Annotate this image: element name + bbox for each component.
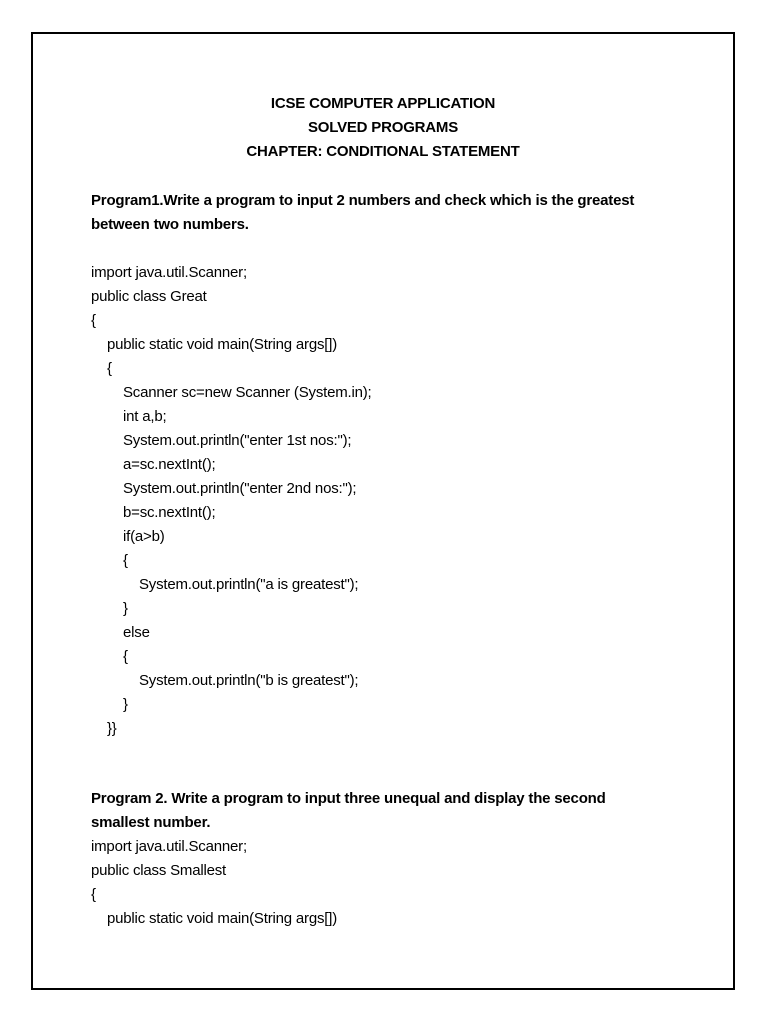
code-line: System.out.println("enter 1st nos:"); — [123, 432, 352, 449]
program2-heading-line2: smallest number. — [91, 814, 211, 831]
code-line: a=sc.nextInt(); — [123, 456, 216, 473]
code-line: if(a>b) — [123, 528, 165, 545]
chapter-title: CHAPTER: CONDITIONAL STATEMENT — [246, 143, 520, 160]
code-line: Scanner sc=new Scanner (System.in); — [123, 384, 372, 401]
code-line: { — [123, 552, 128, 569]
code-line: public class Great — [91, 288, 207, 305]
code-line: public static void main(String args[]) — [107, 910, 337, 927]
code-line: { — [91, 886, 96, 903]
document-page — [31, 32, 735, 990]
program1-heading-line2: between two numbers. — [91, 216, 249, 233]
code-line: { — [123, 648, 128, 665]
code-line: int a,b; — [123, 408, 167, 425]
code-line: System.out.println("a is greatest"); — [139, 576, 359, 593]
code-line: public static void main(String args[]) — [107, 336, 337, 353]
code-line: import java.util.Scanner; — [91, 264, 247, 281]
document-subtitle: SOLVED PROGRAMS — [307, 119, 459, 136]
code-line: System.out.println("enter 2nd nos:"); — [123, 480, 357, 497]
document-title: ICSE COMPUTER APPLICATION — [270, 95, 496, 112]
code-line: }} — [107, 720, 117, 737]
code-line: import java.util.Scanner; — [91, 838, 247, 855]
code-line: else — [123, 624, 150, 641]
program1-heading-line1: Program1.Write a program to input 2 numbers and check which is the greatest — [91, 192, 635, 209]
code-line: { — [107, 360, 112, 377]
program2-heading-line1: Program 2. Write a program to input three unequal and display the second — [91, 790, 606, 807]
code-line: } — [123, 696, 128, 713]
code-line: } — [123, 600, 128, 617]
page-content — [33, 34, 733, 988]
code-line: public class Smallest — [91, 862, 227, 879]
code-line: System.out.println("b is greatest"); — [139, 672, 359, 689]
code-line: { — [91, 312, 96, 329]
code-line: b=sc.nextInt(); — [123, 504, 216, 521]
